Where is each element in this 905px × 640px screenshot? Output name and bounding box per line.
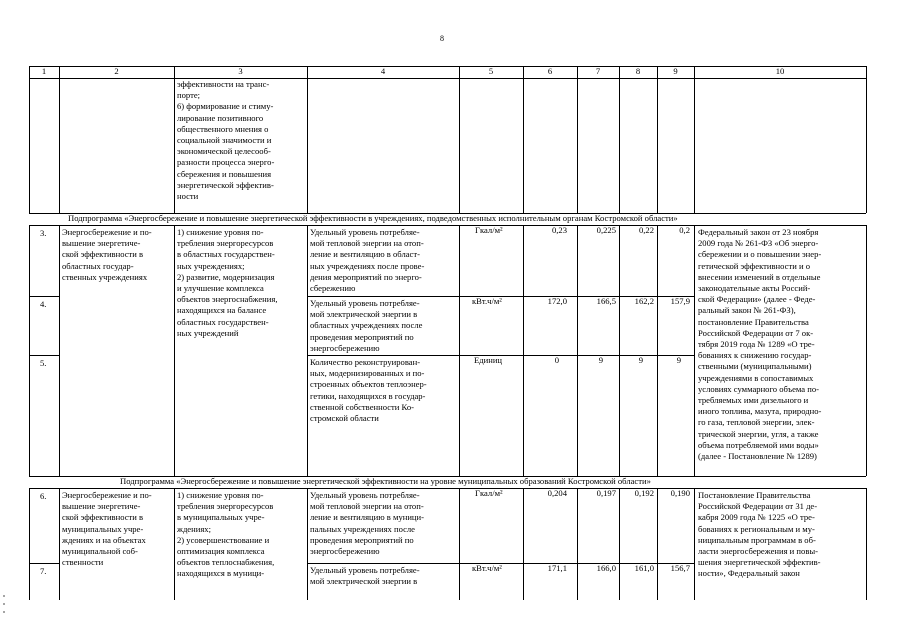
column-header: 4 (380, 66, 386, 76)
table-rule (29, 66, 30, 213)
value-col6: 0 (554, 355, 559, 365)
table-rule (307, 66, 308, 213)
legal-basis: Постановление Правительства Российской Федерации от 31 де- кабря 2009 года № 1225 «О тре- бованиях к региональным и му- ниципальным программам в об- ласти энергосбережения и повы- шения энергетической эффектив- ности», Федеральный закон (698, 490, 821, 579)
column-header: 1 (41, 66, 47, 76)
value-col6: 172,0 (547, 296, 567, 306)
table-rule (29, 563, 59, 564)
table-rule (866, 225, 867, 476)
table-rule (459, 225, 460, 476)
row-number: 5. (40, 358, 47, 368)
table-rule (174, 225, 175, 476)
table-rule (577, 66, 578, 213)
unit: Гкал/м² (475, 225, 503, 235)
row-number: 3. (40, 228, 47, 238)
table-rule (174, 488, 175, 600)
table-rule (619, 225, 620, 476)
indicator-name: Количество реконструирован- ных, модернизированных и по- строенных объектов теплоэнер- гетики, находящихся в государ- ственной собственности Ко- стромской области (310, 357, 427, 424)
indicator-name: Удельный уровень потребляе- мой электрической энергии в (310, 565, 420, 587)
value-col7: 0,197 (596, 488, 616, 498)
row-number: 4. (40, 299, 47, 309)
value-col7: 9 (598, 355, 603, 365)
table-rule (523, 66, 524, 213)
subprogram-heading: Подпрограмма «Энергосбережение и повышение энергетической эффективности на уровне муниципальных образований Костромской области» (120, 476, 651, 486)
row-number: 6. (40, 491, 47, 501)
table-rule (29, 296, 59, 297)
column-header: 7 (595, 66, 601, 76)
value-col9: 0,2 (679, 225, 690, 235)
table-rule (523, 488, 524, 600)
value-col9: 0,190 (670, 488, 690, 498)
value-col8: 0,22 (638, 225, 654, 235)
scan-artifact (3, 611, 5, 613)
value-col9: 157,9 (670, 296, 690, 306)
unit: кВт.ч/м² (472, 563, 502, 573)
subprogram-heading: Подпрограмма «Энергосбережение и повышение энергетической эффективности в учреждениях, подведомственных исполнительным органам Костромской области» (68, 213, 678, 223)
page-number: 8 (440, 34, 444, 43)
value-col7: 166,0 (596, 563, 616, 573)
indicator-name: Удельный уровень потребляе- мой электрической энергии в областных учреждениях после проведения мероприятий по энергосбережению (310, 298, 423, 353)
value-col8: 0,192 (634, 488, 654, 498)
value-col6: 0,204 (547, 488, 567, 498)
table-rule (307, 225, 308, 476)
table-rule (577, 488, 578, 600)
column-header: 9 (673, 66, 678, 76)
scan-artifact (3, 603, 5, 605)
table-rule (619, 66, 620, 213)
table-rule (29, 225, 30, 476)
continuation-col3-text: эффективности на транс- порте; 6) формирование и стиму- лирование позитивного общественного мнения о социальной значимости и экономической целесооб- разности процесса энерго- сбережения и повышения энергетической эффектив- ности (177, 79, 275, 202)
table-rule (866, 66, 867, 213)
table-rule (59, 66, 60, 213)
table-rule (29, 355, 59, 356)
table-rule (657, 488, 658, 600)
unit: кВт.ч/м² (472, 296, 502, 306)
table-rule (459, 488, 460, 600)
table-rule (523, 225, 524, 476)
table-rule (307, 488, 308, 600)
scan-artifact (3, 595, 5, 597)
table-rule (29, 225, 866, 226)
legal-basis: Федеральный закон от 23 ноября 2009 года № 261-ФЗ «Об энерго- сбережении и о повышении энер- гетической эффективности и о внесении изменений в отдельные законодательные акты Россий- ской Федерации» (далее - Феде- ральный закон № 261-ФЗ), постановление Правительства Российской Федерации от 7 ок- тября 2019 года № 1289 «О тре- бованиях к снижению государ- ственными (муниципальными) учреждениями в сопоставимых условиях суммарного объема по- требляемых ими дизельного и иного топлива, мазута, природно- го газа, тепловой энергии, элек- трической энергии, угля, а также объема потребляемой ими воды» (далее - Постановление № 1289) (698, 227, 822, 462)
value-col6: 171,1 (547, 563, 567, 573)
table-rule (694, 225, 695, 476)
value-col7: 166,5 (596, 296, 616, 306)
table-rule (174, 66, 175, 213)
table-rule (29, 488, 30, 600)
task-name: Энергосбережение и по- вышение энергетиче- ской эффективности в муниципальных учре- ждениях и на объектах муниципальной соб- ственности (62, 490, 152, 568)
table-rule (657, 66, 658, 213)
column-header: 5 (488, 66, 494, 76)
table-rule (59, 488, 60, 600)
value-col9: 156,7 (670, 563, 690, 573)
table-rule (29, 78, 866, 79)
column-header: 8 (635, 66, 641, 76)
table-rule (29, 488, 866, 489)
value-col7: 0,225 (596, 225, 616, 235)
table-rule (657, 225, 658, 476)
row-number: 7. (40, 566, 47, 576)
value-col8: 161,0 (634, 563, 654, 573)
table-rule (577, 225, 578, 476)
table-rule (694, 66, 695, 213)
task-description: 1) снижение уровня по- требления энергоресурсов в областных государствен- ных учреждениях; 2) развитие, модернизация и улучшение комплекса объектов энергоснабжения, находящихся на балансе областных государствен- ных учреждений (177, 227, 278, 338)
table-rule (459, 66, 460, 213)
task-name: Энергосбережение и по- вышение энергетиче- ской эффективности в областных государ- ственных учреждениях (62, 227, 152, 282)
indicator-name: Удельный уровень потребляе- мой тепловой энергии на отоп- ление и вентиляцию в област- ных учреждениях после прове- дения мероприятий по энерго- сбережению (310, 227, 425, 294)
column-header: 6 (547, 66, 553, 76)
task-description: 1) снижение уровня по- требления энергоресурсов в муниципальных учре- ждениях; 2) усовершенствование и оптимизация комплекса объектов теплоснабжения, находящихся в муници- (177, 490, 275, 579)
unit: Единиц (474, 355, 503, 365)
column-header: 3 (238, 66, 243, 76)
table-rule (866, 488, 867, 600)
value-col8: 9 (638, 355, 643, 365)
value-col8: 162,2 (634, 296, 654, 306)
value-col6: 0,23 (551, 225, 567, 235)
table-rule (694, 488, 695, 600)
column-header: 10 (775, 66, 785, 76)
indicator-name: Удельный уровень потребляе- мой тепловой энергии на отоп- ление и вентиляцию в муници- пальных учреждениях после проведения мероприятий по энергосбережению (310, 490, 424, 557)
unit: Гкал/м² (475, 488, 503, 498)
table-rule (59, 225, 60, 476)
table-rule (619, 488, 620, 600)
value-col9: 9 (676, 355, 681, 365)
column-header: 2 (114, 66, 119, 76)
